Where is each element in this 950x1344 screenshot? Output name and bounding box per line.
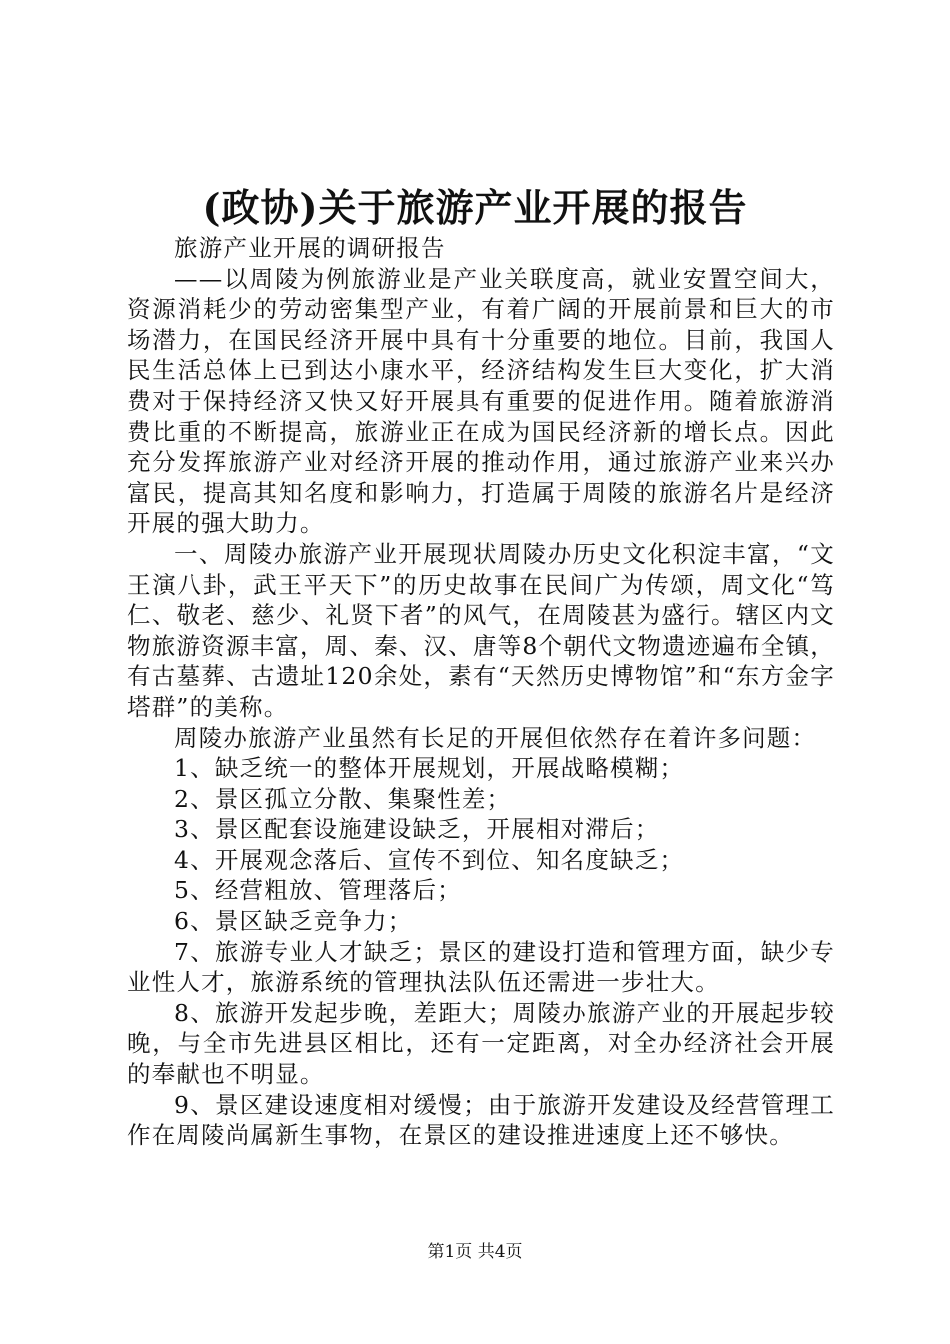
paragraph-intro: ——以周陵为例旅游业是产业关联度高，就业安置空间大，资源消耗少的劳动密集型产业，有着广阔的开展前景和巨大的市场潜力，在国民经济开展中具有十分重要的地位。目前，我国人民生活总体上已到达小康水平，经济结构发生巨大变化，扩大消费对于保持经济又快又好开展具有重要的促进作用。随着旅游消费比重的不断提高，旅游业正在成为国民经济新的增长点。因此充分发挥旅游产业对经济开展的推动作用，通过旅游产业来兴办富民，提高其知名度和影响力，打造属于周陵的旅游名片是经济开展的强大助力。 [127,264,835,538]
paragraph-problems-lead: 周陵办旅游产业虽然有长足的开展但依然存在着许多问题： [174,723,817,752]
document-title: (政协)关于旅游产业开展的报告 [202,185,748,230]
problem-item-6: 6、景区缺乏竞争力； [174,907,413,936]
problem-item-3: 3、景区配套设施建设缺乏，开展相对滞后； [174,815,660,844]
problem-item-7: 7、旅游专业人才缺乏；景区的建设打造和管理方面，缺少专业性人才，旅游系统的管理执法队伍还需进一步壮大。 [127,937,835,997]
document-body [127,233,835,1151]
problem-item-2: 2、景区孤立分散、集聚性差； [174,784,512,813]
problem-item-4: 4、开展观念落后、宣传不到位、知名度缺乏； [174,845,685,874]
problem-item-8: 8、旅游开发起步晚，差距大；周陵办旅游产业的开展起步较晚，与全市先进县区相比，还有一定距离，对全办经济社会开展的奉献也不明显。 [127,998,835,1089]
problem-item-1: 1、缺乏统一的整体开展规划，开展战略模糊； [174,754,685,783]
paragraph-status: 一、周陵办旅游产业开展现状周陵办历史文化积淀丰富，“文王演八卦，武王平天下”的历史故事在民间广为传颂，周文化“笃仁、敬老、慈少、礼贤下者”的风气，在周陵甚为盛行。辖区内文物旅游资源丰富，周、秦、汉、唐等8个朝代文物遗迹遍布全镇，有古墓葬、古遗址120余处，素有“天然历史博物馆”和“东方金字塔群”的美称。 [127,539,835,721]
paragraph-subtitle: 旅游产业开展的调研报告 [174,234,446,262]
problem-item-9: 9、景区建设速度相对缓慢；由于旅游开发建设及经营管理工作在周陵尚属新生事物，在景区的建设推进速度上还不够快。 [127,1090,835,1150]
problem-item-5: 5、经营粗放、管理落后； [174,876,462,905]
page-indicator: 第1页 共4页 [427,1242,523,1262]
